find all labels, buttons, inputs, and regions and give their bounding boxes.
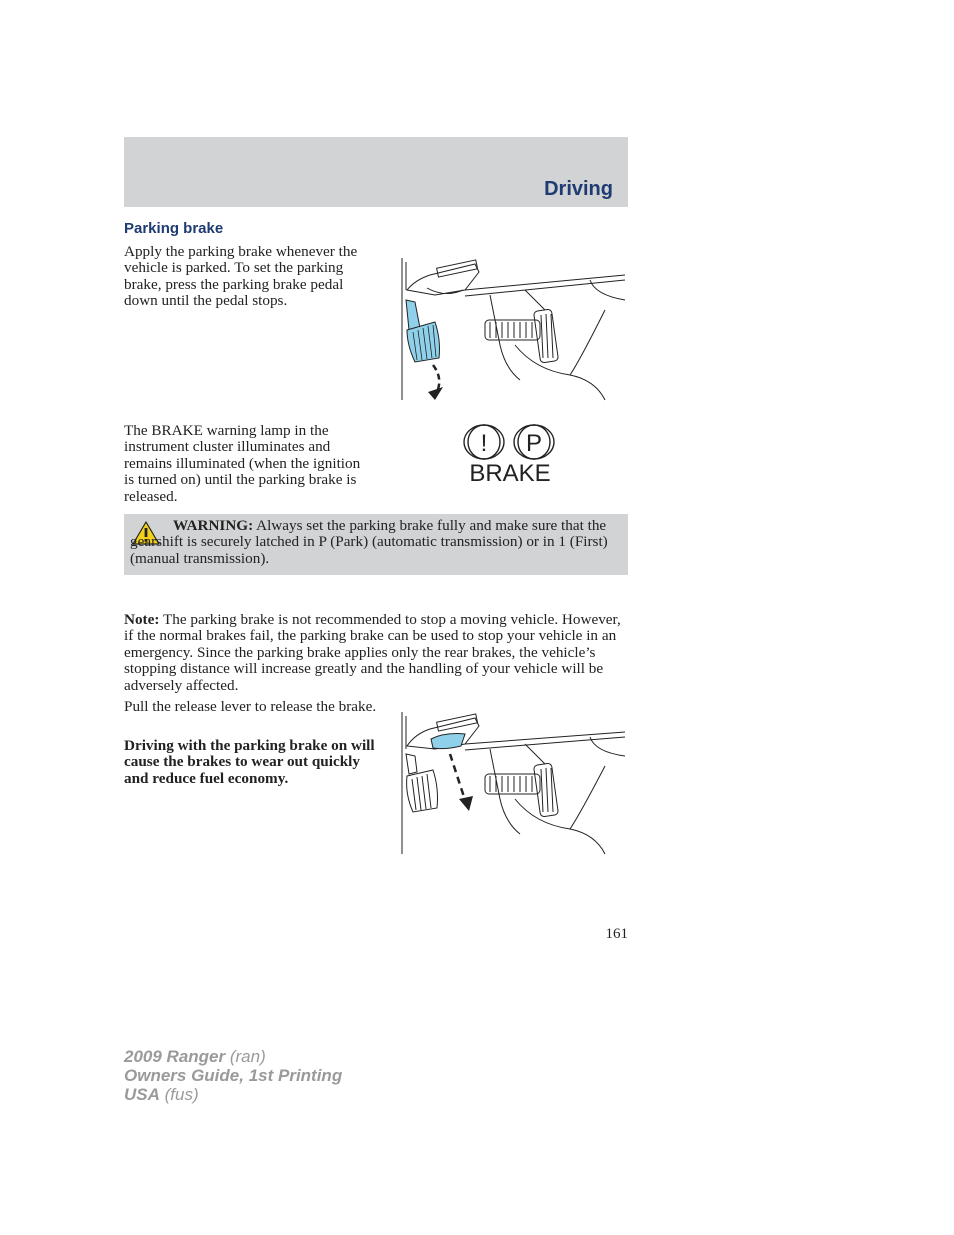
section-heading: Parking brake	[124, 220, 224, 237]
footer-region-code: (fus)	[159, 1085, 199, 1104]
warning-box	[124, 514, 628, 575]
warning-text	[130, 518, 620, 567]
footer-model: 2009 Ranger	[124, 1047, 226, 1066]
lamp-paragraph: The BRAKE warning lamp in the instrument cluster illuminates and remains illuminated (when the ignition is turned on) until the parking brake is released.	[124, 422, 361, 505]
release-paragraph: Pull the release lever to release the brake.	[124, 698, 377, 715]
page-title: Driving	[544, 178, 613, 200]
driving-warning-paragraph: Driving with the parking brake on will cause the brakes to wear out quickly and reduce fuel economy.	[124, 737, 375, 787]
p-letter: P	[525, 430, 543, 457]
note-paragraph	[124, 612, 629, 694]
footer-model-code: (ran)	[225, 1047, 266, 1066]
warning-label: WARNING:	[173, 517, 254, 534]
footer	[124, 1047, 342, 1104]
note-label: Note:	[124, 611, 160, 628]
apply-paragraph: Apply the parking brake whenever the vehicle is parked. To set the parking brake, press the parking brake pedal down until the pedal stops.	[124, 243, 358, 310]
brake-warning-lamp-symbol	[462, 424, 558, 488]
note-body: The parking brake is not recommended to stop a moving vehicle. However, if the normal brakes fail, the parking brake can be used to stop your vehicle in an emergency. Since the parking brake applies only the rear brakes, the vehicle’s stopping distance will increase greatly and the handling of your vehicle will be adversely affected.	[124, 611, 621, 694]
header-band	[124, 137, 628, 207]
brake-lamp-label: BRAKE	[469, 460, 551, 487]
page-number: 161	[605, 926, 628, 942]
exclamation-icon: !	[480, 430, 488, 457]
footer-guide: Owners Guide, 1st Printing	[124, 1066, 343, 1085]
parking-brake-pedal-illustration	[395, 250, 630, 405]
warning-body: Always set the parking brake fully and make sure that the gearshift is securely latched in P (Park) (automatic transmission) or in 1 (First) (manual transmission).	[130, 517, 608, 567]
parking-brake-release-illustration	[395, 704, 630, 859]
footer-region: USA	[124, 1085, 160, 1104]
